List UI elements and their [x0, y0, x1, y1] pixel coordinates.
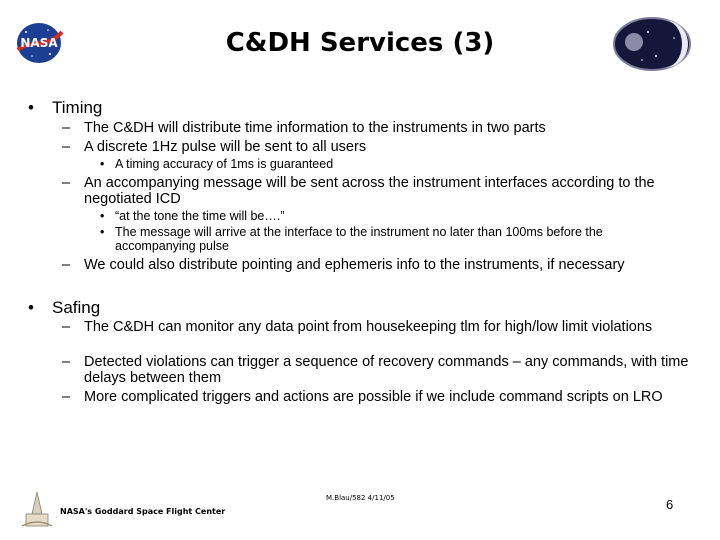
bullet-marker: •: [100, 225, 105, 239]
list-item: Detected violations can trigger a sequence of recovery commands – any commands, with time delays between them: [84, 354, 689, 386]
section-heading-timing: Timing: [52, 98, 103, 117]
page-number: 6: [666, 497, 674, 512]
list-item: More complicated triggers and actions are possible if we include command scripts on LRO: [84, 389, 663, 405]
dash-marker: –: [62, 354, 71, 370]
footer-author-date: M.Blau/582 4/11/05: [326, 494, 395, 502]
list-item: We could also distribute pointing and ephemeris info to the instruments, if necessary: [84, 257, 625, 273]
dash-marker: –: [62, 175, 71, 191]
dash-marker: –: [62, 139, 71, 155]
bullet-marker: •: [28, 98, 34, 117]
list-item: The message will arrive at the interface to the instrument no later than 100ms before the accompanying pulse: [115, 225, 603, 253]
dash-marker: –: [62, 319, 71, 335]
dash-marker: –: [62, 120, 71, 136]
dash-marker: –: [62, 389, 71, 405]
svg-text:NASA: NASA: [20, 36, 58, 50]
bullet-marker: •: [100, 157, 105, 171]
footer-organization: NASA's Goddard Space Flight Center: [60, 507, 226, 516]
page-title: C&DH Services (3): [225, 28, 495, 58]
list-item: “at the tone the time will be….”: [115, 209, 285, 223]
dash-marker: –: [62, 257, 71, 273]
section-heading-safing: Safing: [52, 298, 101, 317]
list-item: The C&DH will distribute time information to the instruments in two parts: [84, 120, 546, 136]
list-item: A discrete 1Hz pulse will be sent to all users: [84, 139, 367, 155]
bullet-marker: •: [100, 209, 105, 223]
gsfc-logo-icon: [20, 490, 54, 530]
list-item: A timing accuracy of 1ms is guaranteed: [115, 157, 334, 171]
list-item: The C&DH can monitor any data point from housekeeping tlm for high/low limit violations: [84, 319, 653, 335]
bullet-marker: •: [28, 298, 34, 317]
list-item: An accompanying message will be sent across the instrument interfaces according to the negotiated ICD: [84, 175, 655, 207]
